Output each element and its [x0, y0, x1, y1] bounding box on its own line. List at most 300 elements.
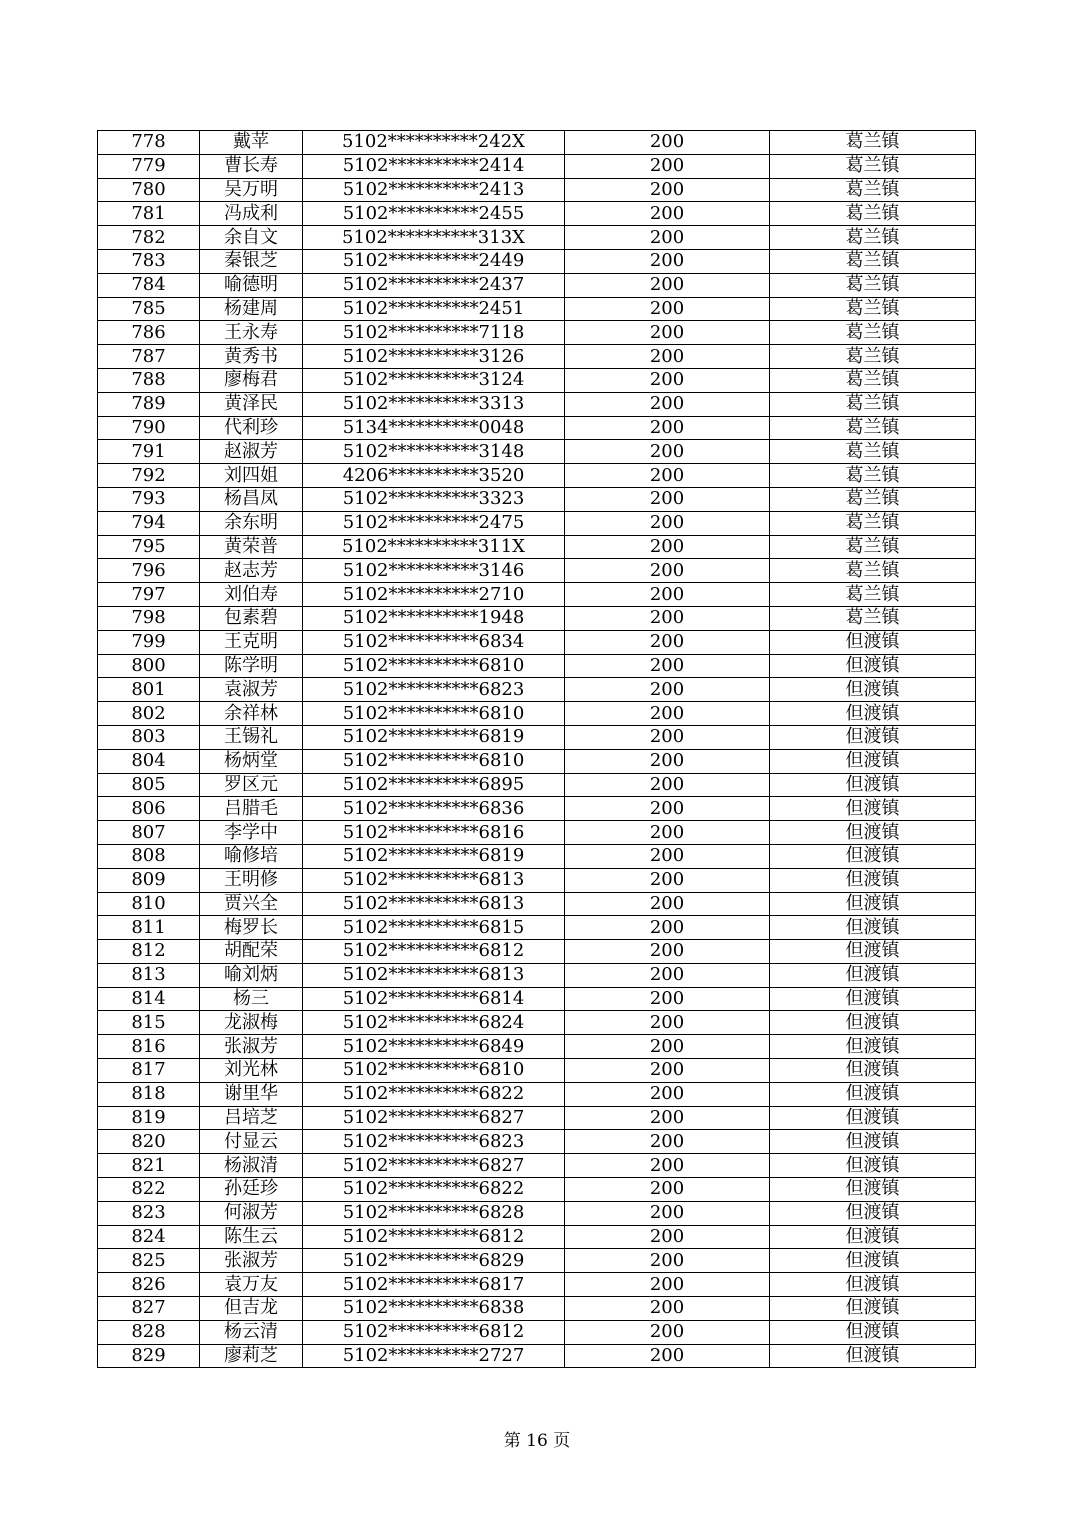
town-cell: 葛兰镇 — [770, 226, 976, 250]
amount-cell: 200 — [565, 1225, 770, 1249]
table-row — [98, 1344, 976, 1368]
id-number-cell: 5102**********2475 — [303, 511, 565, 535]
table-row — [98, 773, 976, 797]
name-cell: 罗区元 — [200, 773, 303, 797]
id-number-cell: 5102**********6813 — [303, 868, 565, 892]
town-cell: 但渡镇 — [770, 797, 976, 821]
table-row — [98, 368, 976, 392]
amount-cell: 200 — [565, 702, 770, 726]
table-row — [98, 487, 976, 511]
town-cell: 葛兰镇 — [770, 273, 976, 297]
town-cell: 但渡镇 — [770, 1225, 976, 1249]
row-number-cell: 793 — [98, 487, 200, 511]
table-row — [98, 1011, 976, 1035]
name-cell: 杨三 — [200, 987, 303, 1011]
name-cell: 黄荣普 — [200, 535, 303, 559]
id-number-cell: 5102**********6819 — [303, 844, 565, 868]
name-cell: 黄秀书 — [200, 345, 303, 369]
town-cell: 但渡镇 — [770, 1249, 976, 1273]
id-number-cell: 5102**********3148 — [303, 440, 565, 464]
row-number-cell: 778 — [98, 131, 200, 155]
row-number-cell: 804 — [98, 749, 200, 773]
table-row — [98, 273, 976, 297]
name-cell: 吴万明 — [200, 178, 303, 202]
amount-cell: 200 — [565, 226, 770, 250]
town-cell: 葛兰镇 — [770, 321, 976, 345]
id-number-cell: 5102**********2451 — [303, 297, 565, 321]
id-number-cell: 5102**********6812 — [303, 1320, 565, 1344]
row-number-cell: 800 — [98, 654, 200, 678]
table-row — [98, 630, 976, 654]
amount-cell: 200 — [565, 916, 770, 940]
table-row — [98, 821, 976, 845]
table-row — [98, 892, 976, 916]
id-number-cell: 5102**********2455 — [303, 202, 565, 226]
table-row — [98, 868, 976, 892]
table-row — [98, 226, 976, 250]
id-number-cell: 5102**********6827 — [303, 1154, 565, 1178]
id-number-cell: 5102**********6816 — [303, 821, 565, 845]
table-row — [98, 963, 976, 987]
amount-cell: 200 — [565, 487, 770, 511]
id-number-cell: 5102**********2413 — [303, 178, 565, 202]
row-number-cell: 829 — [98, 1344, 200, 1368]
name-cell: 喻德明 — [200, 273, 303, 297]
amount-cell: 200 — [565, 868, 770, 892]
table-row — [98, 1035, 976, 1059]
id-number-cell: 5102**********6814 — [303, 987, 565, 1011]
table-row — [98, 1201, 976, 1225]
town-cell: 但渡镇 — [770, 1106, 976, 1130]
amount-cell: 200 — [565, 1154, 770, 1178]
row-number-cell: 810 — [98, 892, 200, 916]
town-cell: 葛兰镇 — [770, 559, 976, 583]
row-number-cell: 785 — [98, 297, 200, 321]
table-row — [98, 987, 976, 1011]
table-row — [98, 844, 976, 868]
amount-cell: 200 — [565, 464, 770, 488]
town-cell: 葛兰镇 — [770, 511, 976, 535]
row-number-cell: 805 — [98, 773, 200, 797]
id-number-cell: 5134**********0048 — [303, 416, 565, 440]
id-number-cell: 5102**********6822 — [303, 1178, 565, 1202]
name-cell: 杨云清 — [200, 1320, 303, 1344]
table-row — [98, 606, 976, 630]
name-cell: 代利珍 — [200, 416, 303, 440]
amount-cell: 200 — [565, 202, 770, 226]
table-row — [98, 131, 976, 155]
amount-cell: 200 — [565, 178, 770, 202]
table-row — [98, 702, 976, 726]
amount-cell: 200 — [565, 797, 770, 821]
town-cell: 葛兰镇 — [770, 345, 976, 369]
row-number-cell: 780 — [98, 178, 200, 202]
amount-cell: 200 — [565, 725, 770, 749]
table-row — [98, 583, 976, 607]
town-cell: 葛兰镇 — [770, 464, 976, 488]
town-cell: 葛兰镇 — [770, 297, 976, 321]
amount-cell: 200 — [565, 654, 770, 678]
town-cell: 但渡镇 — [770, 654, 976, 678]
name-cell: 赵志芳 — [200, 559, 303, 583]
amount-cell: 200 — [565, 1035, 770, 1059]
amount-cell: 200 — [565, 1320, 770, 1344]
id-number-cell: 5102**********6813 — [303, 963, 565, 987]
id-number-cell: 4206**********3520 — [303, 464, 565, 488]
name-cell: 王永寿 — [200, 321, 303, 345]
table-row — [98, 1106, 976, 1130]
amount-cell: 200 — [565, 131, 770, 155]
town-cell: 但渡镇 — [770, 1130, 976, 1154]
row-number-cell: 799 — [98, 630, 200, 654]
name-cell: 张淑芳 — [200, 1035, 303, 1059]
row-number-cell: 826 — [98, 1273, 200, 1297]
amount-cell: 200 — [565, 321, 770, 345]
id-number-cell: 5102**********3146 — [303, 559, 565, 583]
row-number-cell: 784 — [98, 273, 200, 297]
town-cell: 但渡镇 — [770, 1201, 976, 1225]
name-cell: 余自文 — [200, 226, 303, 250]
id-number-cell: 5102**********6812 — [303, 1225, 565, 1249]
row-number-cell: 806 — [98, 797, 200, 821]
id-number-cell: 5102**********6828 — [303, 1201, 565, 1225]
amount-cell: 200 — [565, 1201, 770, 1225]
id-number-cell: 5102**********6813 — [303, 892, 565, 916]
id-number-cell: 5102**********6827 — [303, 1106, 565, 1130]
amount-cell: 200 — [565, 630, 770, 654]
town-cell: 葛兰镇 — [770, 583, 976, 607]
id-number-cell: 5102**********6812 — [303, 940, 565, 964]
amount-cell: 200 — [565, 559, 770, 583]
table-row — [98, 511, 976, 535]
town-cell: 但渡镇 — [770, 1273, 976, 1297]
row-number-cell: 789 — [98, 392, 200, 416]
amount-cell: 200 — [565, 392, 770, 416]
town-cell: 葛兰镇 — [770, 487, 976, 511]
town-cell: 但渡镇 — [770, 1059, 976, 1083]
row-number-cell: 817 — [98, 1059, 200, 1083]
town-cell: 但渡镇 — [770, 844, 976, 868]
table-row — [98, 392, 976, 416]
id-number-cell: 5102**********6823 — [303, 678, 565, 702]
id-number-cell: 5102**********2414 — [303, 154, 565, 178]
town-cell: 但渡镇 — [770, 916, 976, 940]
row-number-cell: 813 — [98, 963, 200, 987]
amount-cell: 200 — [565, 606, 770, 630]
town-cell: 但渡镇 — [770, 1011, 976, 1035]
id-number-cell: 5102**********313X — [303, 226, 565, 250]
name-cell: 李学中 — [200, 821, 303, 845]
amount-cell: 200 — [565, 535, 770, 559]
id-number-cell: 5102**********3124 — [303, 368, 565, 392]
id-number-cell: 5102**********1948 — [303, 606, 565, 630]
row-number-cell: 822 — [98, 1178, 200, 1202]
id-number-cell: 5102**********3313 — [303, 392, 565, 416]
town-cell: 但渡镇 — [770, 892, 976, 916]
town-cell: 但渡镇 — [770, 630, 976, 654]
amount-cell: 200 — [565, 1011, 770, 1035]
name-cell: 喻刘炳 — [200, 963, 303, 987]
name-cell: 何淑芳 — [200, 1201, 303, 1225]
name-cell: 袁淑芳 — [200, 678, 303, 702]
id-number-cell: 5102**********3126 — [303, 345, 565, 369]
amount-cell: 200 — [565, 844, 770, 868]
id-number-cell: 5102**********6817 — [303, 1273, 565, 1297]
name-cell: 王锡礼 — [200, 725, 303, 749]
table-row — [98, 1059, 976, 1083]
town-cell: 葛兰镇 — [770, 154, 976, 178]
town-cell: 葛兰镇 — [770, 535, 976, 559]
row-number-cell: 797 — [98, 583, 200, 607]
town-cell: 但渡镇 — [770, 1297, 976, 1321]
row-number-cell: 814 — [98, 987, 200, 1011]
town-cell: 但渡镇 — [770, 702, 976, 726]
amount-cell: 200 — [565, 940, 770, 964]
id-number-cell: 5102**********2437 — [303, 273, 565, 297]
table-row — [98, 749, 976, 773]
id-number-cell: 5102**********6824 — [303, 1011, 565, 1035]
row-number-cell: 811 — [98, 916, 200, 940]
row-number-cell: 821 — [98, 1154, 200, 1178]
town-cell: 但渡镇 — [770, 1035, 976, 1059]
table-row — [98, 249, 976, 273]
amount-cell: 200 — [565, 297, 770, 321]
id-number-cell: 5102**********6823 — [303, 1130, 565, 1154]
name-cell: 赵淑芳 — [200, 440, 303, 464]
name-cell: 黄泽民 — [200, 392, 303, 416]
row-number-cell: 781 — [98, 202, 200, 226]
town-cell: 但渡镇 — [770, 1344, 976, 1368]
table-row — [98, 725, 976, 749]
amount-cell: 200 — [565, 821, 770, 845]
row-number-cell: 801 — [98, 678, 200, 702]
table-row — [98, 1130, 976, 1154]
name-cell: 喻修培 — [200, 844, 303, 868]
row-number-cell: 823 — [98, 1201, 200, 1225]
table-row — [98, 345, 976, 369]
town-cell: 葛兰镇 — [770, 606, 976, 630]
id-number-cell: 5102**********3323 — [303, 487, 565, 511]
table-row — [98, 321, 976, 345]
amount-cell: 200 — [565, 1178, 770, 1202]
name-cell: 余祥林 — [200, 702, 303, 726]
row-number-cell: 824 — [98, 1225, 200, 1249]
town-cell: 但渡镇 — [770, 987, 976, 1011]
name-cell: 梅罗长 — [200, 916, 303, 940]
town-cell: 葛兰镇 — [770, 202, 976, 226]
town-cell: 但渡镇 — [770, 773, 976, 797]
row-number-cell: 786 — [98, 321, 200, 345]
row-number-cell: 790 — [98, 416, 200, 440]
town-cell: 但渡镇 — [770, 1154, 976, 1178]
name-cell: 杨昌凤 — [200, 487, 303, 511]
table-row — [98, 1320, 976, 1344]
amount-cell: 200 — [565, 1297, 770, 1321]
id-number-cell: 5102**********6822 — [303, 1082, 565, 1106]
table-row — [98, 940, 976, 964]
roster-table — [97, 130, 976, 1368]
town-cell: 但渡镇 — [770, 678, 976, 702]
name-cell: 戴苹 — [200, 131, 303, 155]
name-cell: 廖梅君 — [200, 368, 303, 392]
amount-cell: 200 — [565, 987, 770, 1011]
amount-cell: 200 — [565, 749, 770, 773]
table-row — [98, 1249, 976, 1273]
row-number-cell: 808 — [98, 844, 200, 868]
id-number-cell: 5102**********6829 — [303, 1249, 565, 1273]
row-number-cell: 816 — [98, 1035, 200, 1059]
name-cell: 贾兴全 — [200, 892, 303, 916]
row-number-cell: 796 — [98, 559, 200, 583]
town-cell: 但渡镇 — [770, 940, 976, 964]
table-row — [98, 535, 976, 559]
name-cell: 王克明 — [200, 630, 303, 654]
name-cell: 袁万友 — [200, 1273, 303, 1297]
name-cell: 王明修 — [200, 868, 303, 892]
amount-cell: 200 — [565, 1249, 770, 1273]
amount-cell: 200 — [565, 1273, 770, 1297]
id-number-cell: 5102**********2710 — [303, 583, 565, 607]
id-number-cell: 5102**********6819 — [303, 725, 565, 749]
amount-cell: 200 — [565, 678, 770, 702]
name-cell: 但吉龙 — [200, 1297, 303, 1321]
table-row — [98, 1082, 976, 1106]
row-number-cell: 819 — [98, 1106, 200, 1130]
name-cell: 杨炳堂 — [200, 749, 303, 773]
amount-cell: 200 — [565, 154, 770, 178]
town-cell: 但渡镇 — [770, 868, 976, 892]
table-row — [98, 297, 976, 321]
table-row — [98, 416, 976, 440]
town-cell: 葛兰镇 — [770, 249, 976, 273]
name-cell: 杨淑清 — [200, 1154, 303, 1178]
name-cell: 谢里华 — [200, 1082, 303, 1106]
town-cell: 但渡镇 — [770, 1320, 976, 1344]
amount-cell: 200 — [565, 583, 770, 607]
name-cell: 龙淑梅 — [200, 1011, 303, 1035]
row-number-cell: 791 — [98, 440, 200, 464]
amount-cell: 200 — [565, 249, 770, 273]
id-number-cell: 5102**********6849 — [303, 1035, 565, 1059]
row-number-cell: 802 — [98, 702, 200, 726]
row-number-cell: 794 — [98, 511, 200, 535]
name-cell: 陈生云 — [200, 1225, 303, 1249]
table-row — [98, 464, 976, 488]
town-cell: 葛兰镇 — [770, 368, 976, 392]
id-number-cell: 5102**********6836 — [303, 797, 565, 821]
name-cell: 付显云 — [200, 1130, 303, 1154]
amount-cell: 200 — [565, 963, 770, 987]
name-cell: 冯成利 — [200, 202, 303, 226]
table-row — [98, 1178, 976, 1202]
row-number-cell: 812 — [98, 940, 200, 964]
table-row — [98, 916, 976, 940]
id-number-cell: 5102**********242X — [303, 131, 565, 155]
row-number-cell: 825 — [98, 1249, 200, 1273]
table-row — [98, 1225, 976, 1249]
row-number-cell: 818 — [98, 1082, 200, 1106]
name-cell: 曹长寿 — [200, 154, 303, 178]
table-row — [98, 178, 976, 202]
amount-cell: 200 — [565, 511, 770, 535]
amount-cell: 200 — [565, 1344, 770, 1368]
table-row — [98, 1154, 976, 1178]
name-cell: 余东明 — [200, 511, 303, 535]
town-cell: 葛兰镇 — [770, 131, 976, 155]
id-number-cell: 5102**********6810 — [303, 749, 565, 773]
name-cell: 张淑芳 — [200, 1249, 303, 1273]
id-number-cell: 5102**********7118 — [303, 321, 565, 345]
table-row — [98, 559, 976, 583]
amount-cell: 200 — [565, 1106, 770, 1130]
town-cell: 葛兰镇 — [770, 440, 976, 464]
amount-cell: 200 — [565, 345, 770, 369]
row-number-cell: 820 — [98, 1130, 200, 1154]
amount-cell: 200 — [565, 1130, 770, 1154]
town-cell: 葛兰镇 — [770, 416, 976, 440]
row-number-cell: 783 — [98, 249, 200, 273]
row-number-cell: 798 — [98, 606, 200, 630]
id-number-cell: 5102**********6815 — [303, 916, 565, 940]
town-cell: 但渡镇 — [770, 1082, 976, 1106]
name-cell: 杨建周 — [200, 297, 303, 321]
amount-cell: 200 — [565, 368, 770, 392]
row-number-cell: 788 — [98, 368, 200, 392]
row-number-cell: 782 — [98, 226, 200, 250]
amount-cell: 200 — [565, 892, 770, 916]
row-number-cell: 795 — [98, 535, 200, 559]
id-number-cell: 5102**********2727 — [303, 1344, 565, 1368]
name-cell: 刘四姐 — [200, 464, 303, 488]
amount-cell: 200 — [565, 1059, 770, 1083]
amount-cell: 200 — [565, 273, 770, 297]
name-cell: 吕培芝 — [200, 1106, 303, 1130]
table-row — [98, 678, 976, 702]
table-row — [98, 1273, 976, 1297]
row-number-cell: 787 — [98, 345, 200, 369]
id-number-cell: 5102**********6810 — [303, 1059, 565, 1083]
row-number-cell: 803 — [98, 725, 200, 749]
name-cell: 秦银芝 — [200, 249, 303, 273]
town-cell: 但渡镇 — [770, 1178, 976, 1202]
table-row — [98, 202, 976, 226]
amount-cell: 200 — [565, 1082, 770, 1106]
name-cell: 吕腊毛 — [200, 797, 303, 821]
id-number-cell: 5102**********6838 — [303, 1297, 565, 1321]
town-cell: 葛兰镇 — [770, 392, 976, 416]
id-number-cell: 5102**********6834 — [303, 630, 565, 654]
id-number-cell: 5102**********311X — [303, 535, 565, 559]
id-number-cell: 5102**********2449 — [303, 249, 565, 273]
page-number: 第 16 页 — [503, 1431, 571, 1451]
town-cell: 但渡镇 — [770, 963, 976, 987]
town-cell: 葛兰镇 — [770, 178, 976, 202]
name-cell: 廖莉芝 — [200, 1344, 303, 1368]
row-number-cell: 779 — [98, 154, 200, 178]
row-number-cell: 792 — [98, 464, 200, 488]
id-number-cell: 5102**********6810 — [303, 654, 565, 678]
amount-cell: 200 — [565, 773, 770, 797]
table-row — [98, 1297, 976, 1321]
name-cell: 陈学明 — [200, 654, 303, 678]
name-cell: 刘伯寿 — [200, 583, 303, 607]
name-cell: 包素碧 — [200, 606, 303, 630]
row-number-cell: 815 — [98, 1011, 200, 1035]
name-cell: 胡配荣 — [200, 940, 303, 964]
table-row — [98, 440, 976, 464]
table-row — [98, 154, 976, 178]
id-number-cell: 5102**********6895 — [303, 773, 565, 797]
